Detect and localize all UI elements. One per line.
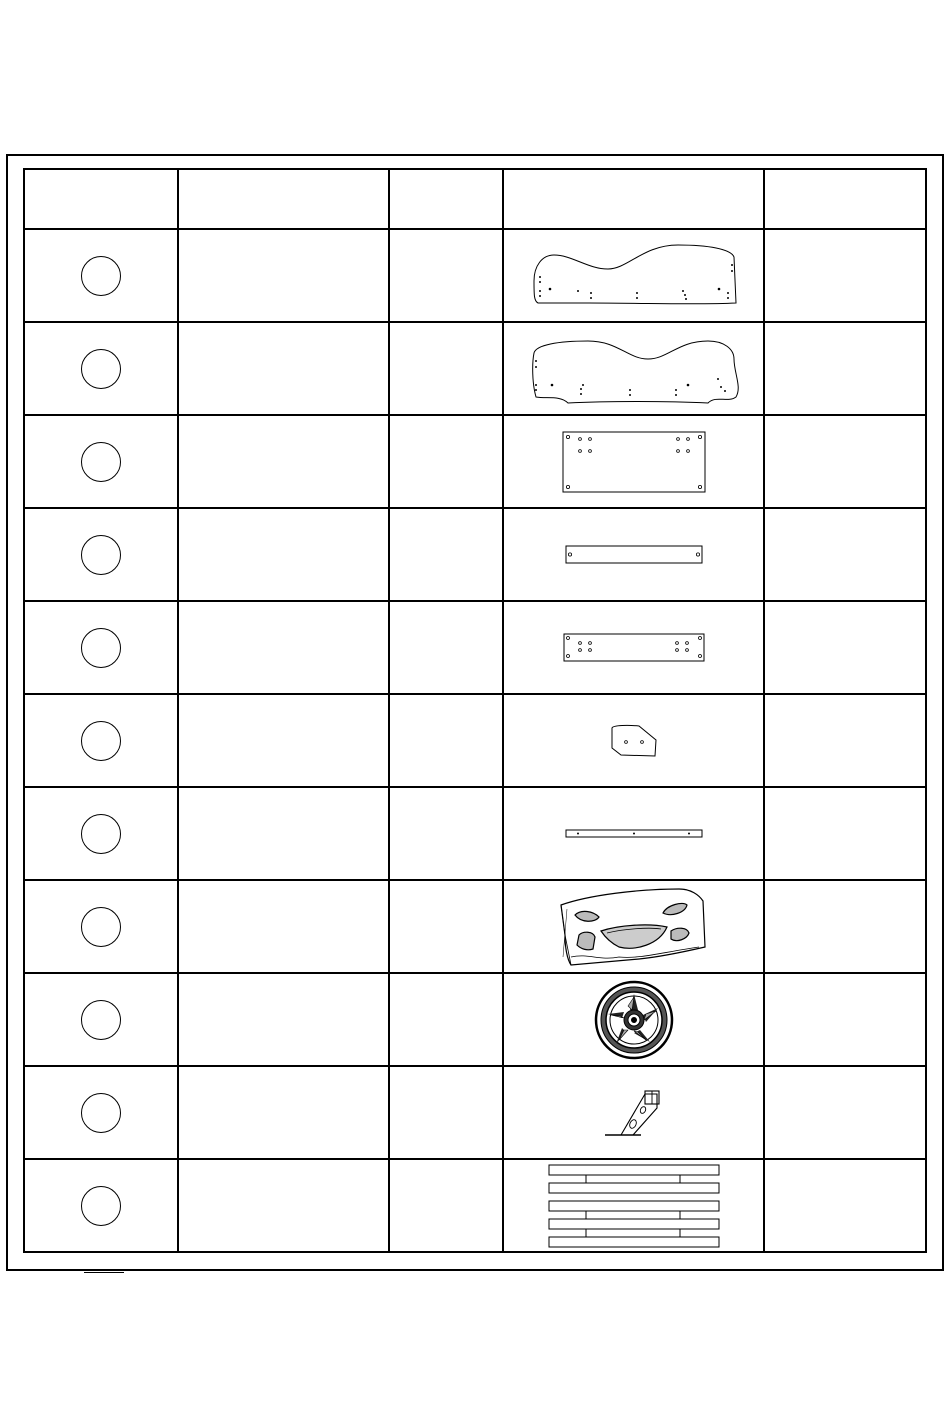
header-row — [24, 169, 926, 229]
part-quantity-cell — [389, 694, 503, 787]
part-quantity-cell — [389, 1066, 503, 1159]
mounting-bracket-icon — [603, 1088, 665, 1138]
part-picture-cell — [503, 787, 764, 880]
part-note-cell — [764, 229, 926, 322]
part-picture-cell — [503, 601, 764, 694]
part-picture-cell — [503, 880, 764, 973]
part-number-cell — [24, 1159, 178, 1252]
header-note — [764, 169, 926, 229]
part-quantity-cell — [389, 415, 503, 508]
part-number-cell — [24, 694, 178, 787]
part-number-cell — [24, 880, 178, 973]
car-front-panel-icon — [559, 887, 709, 967]
part-number-cell — [24, 1066, 178, 1159]
part-quantity-cell — [389, 229, 503, 322]
table-row — [24, 880, 926, 973]
rectangular-panel-icon — [562, 431, 706, 493]
part-quantity-cell — [389, 880, 503, 973]
part-note-cell — [764, 415, 926, 508]
part-picture-cell — [503, 694, 764, 787]
cross-board-icon — [563, 633, 705, 663]
part-number-circle — [81, 349, 121, 389]
part-note-cell — [764, 973, 926, 1066]
part-number-circle — [81, 1093, 121, 1133]
table-row — [24, 508, 926, 601]
part-name-cell — [178, 1066, 389, 1159]
small-bracket-panel-icon — [609, 724, 659, 758]
part-name-cell — [178, 694, 389, 787]
part-number-cell — [24, 601, 178, 694]
part-quantity-cell — [389, 601, 503, 694]
part-picture-cell — [503, 1066, 764, 1159]
header-number — [24, 169, 178, 229]
part-number-circle — [81, 907, 121, 947]
part-number-circle — [81, 814, 121, 854]
table-row — [24, 415, 926, 508]
part-name-cell — [178, 973, 389, 1066]
slat-bundle-icon — [548, 1164, 720, 1248]
part-name-cell — [178, 322, 389, 415]
header-name — [178, 169, 389, 229]
part-quantity-cell — [389, 973, 503, 1066]
part-picture-cell — [503, 322, 764, 415]
part-note-cell — [764, 787, 926, 880]
part-name-cell — [178, 601, 389, 694]
part-number-circle — [81, 1186, 121, 1226]
slat-rail-icon — [565, 829, 703, 839]
part-picture-cell — [503, 508, 764, 601]
part-note-cell — [764, 880, 926, 973]
part-number-cell — [24, 415, 178, 508]
part-quantity-cell — [389, 508, 503, 601]
table-row — [24, 1159, 926, 1252]
table-row — [24, 601, 926, 694]
table-row — [24, 1066, 926, 1159]
part-picture-cell — [503, 229, 764, 322]
wheel-icon — [594, 980, 674, 1060]
part-quantity-cell — [389, 322, 503, 415]
part-quantity-cell — [389, 1159, 503, 1252]
part-picture-cell — [503, 973, 764, 1066]
part-number-circle — [81, 442, 121, 482]
table-row — [24, 787, 926, 880]
table-row — [24, 694, 926, 787]
part-note-cell — [764, 601, 926, 694]
part-name-cell — [178, 229, 389, 322]
part-note-cell — [764, 322, 926, 415]
part-number-circle — [81, 256, 121, 296]
part-note-cell — [764, 1159, 926, 1252]
narrow-board-icon — [565, 545, 703, 565]
part-number-cell — [24, 973, 178, 1066]
part-number-cell — [24, 322, 178, 415]
part-name-cell — [178, 415, 389, 508]
part-quantity-cell — [389, 787, 503, 880]
part-number-cell — [24, 787, 178, 880]
underline-mark — [84, 1272, 124, 1273]
part-name-cell — [178, 1159, 389, 1252]
part-number-cell — [24, 508, 178, 601]
part-name-cell — [178, 787, 389, 880]
table-row — [24, 973, 926, 1066]
side-panel-left-icon — [528, 241, 740, 311]
part-picture-cell — [503, 415, 764, 508]
side-panel-right-icon — [528, 333, 740, 405]
part-picture-cell — [503, 1159, 764, 1252]
header-quantity — [389, 169, 503, 229]
part-number-circle — [81, 1000, 121, 1040]
part-number-circle — [81, 535, 121, 575]
part-note-cell — [764, 694, 926, 787]
table-row — [24, 322, 926, 415]
part-name-cell — [178, 880, 389, 973]
part-number-circle — [81, 721, 121, 761]
part-name-cell — [178, 508, 389, 601]
table-row — [24, 229, 926, 322]
header-picture — [503, 169, 764, 229]
parts-table — [23, 168, 927, 1253]
part-note-cell — [764, 508, 926, 601]
part-number-circle — [81, 628, 121, 668]
part-number-cell — [24, 229, 178, 322]
part-note-cell — [764, 1066, 926, 1159]
